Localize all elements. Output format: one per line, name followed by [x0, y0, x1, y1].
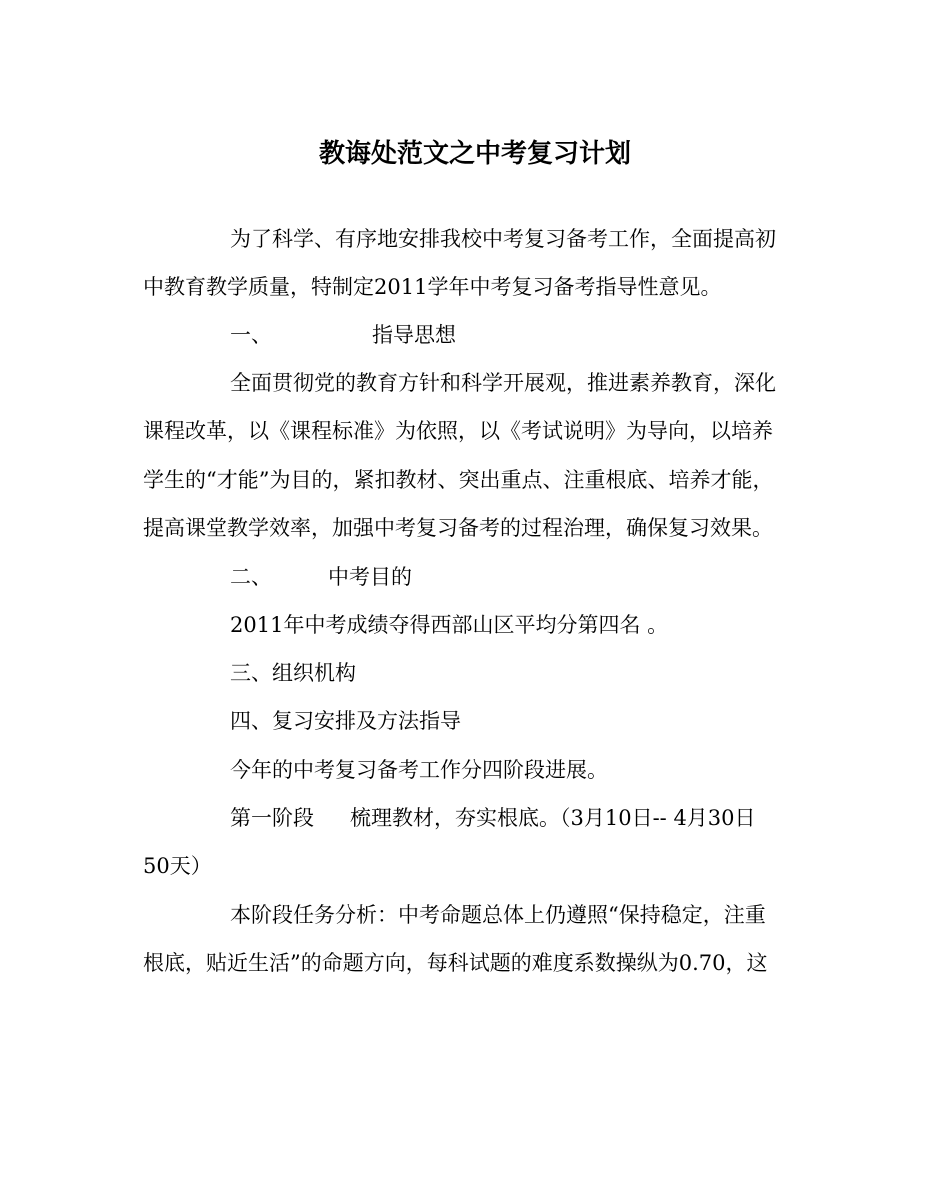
paragraph-line: 课程改革，以《课程标准》为依照，以《考试说明》为导向，以培养 — [143, 419, 773, 443]
paragraph-line: 本阶段任务分析：中考命题总体上仍遵照“保持稳定，注重 — [230, 903, 766, 927]
section-title: 中考目的 — [328, 565, 412, 589]
section-number: 一、 — [230, 323, 272, 347]
section-number: 二、 — [230, 565, 272, 589]
paragraph-line: 根底，贴近生活”的命题方向，每科试题的难度系数操纵为0.70，这 — [143, 951, 768, 975]
paragraph-line: 提高课堂教学效率，加强中考复习备考的过程治理，确保复习效果。 — [143, 516, 773, 540]
paragraph-line: 50天） — [143, 854, 212, 878]
section-title: 指导思想 — [372, 323, 456, 347]
paragraph-line: 为了科学、有序地安排我校中考复习备考工作，全面提高初 — [230, 227, 776, 251]
section-heading-4: 四、复习安排及方法指导 — [230, 709, 461, 733]
section-heading-1 — [230, 320, 456, 350]
paragraph-line: 今年的中考复习备考工作分四阶段进展。 — [230, 758, 608, 782]
stage-heading — [230, 803, 756, 833]
paragraph-line: 中教育教学质量，特制定2011学年中考复习备考指导性意见。 — [143, 275, 722, 299]
stage-description: 梳理教材，夯实根底。（3月10日-- 4月30日 — [350, 806, 756, 830]
stage-label: 第一阶段 — [230, 806, 314, 830]
paragraph-line: 全面贯彻党的教育方针和科学开展观，推进素养教育，深化 — [230, 371, 776, 395]
section-heading-2 — [230, 562, 412, 592]
section-heading-3: 三、组织机构 — [230, 661, 356, 685]
paragraph-line: 学生的“才能”为目的，紧扣教材、突出重点、注重根底、培养才能， — [143, 468, 774, 492]
document-title: 教诲处范文之中考复习计划 — [318, 139, 631, 169]
paragraph-line: 2011年中考成绩夺得西部山区平均分第四名 。 — [230, 613, 669, 637]
